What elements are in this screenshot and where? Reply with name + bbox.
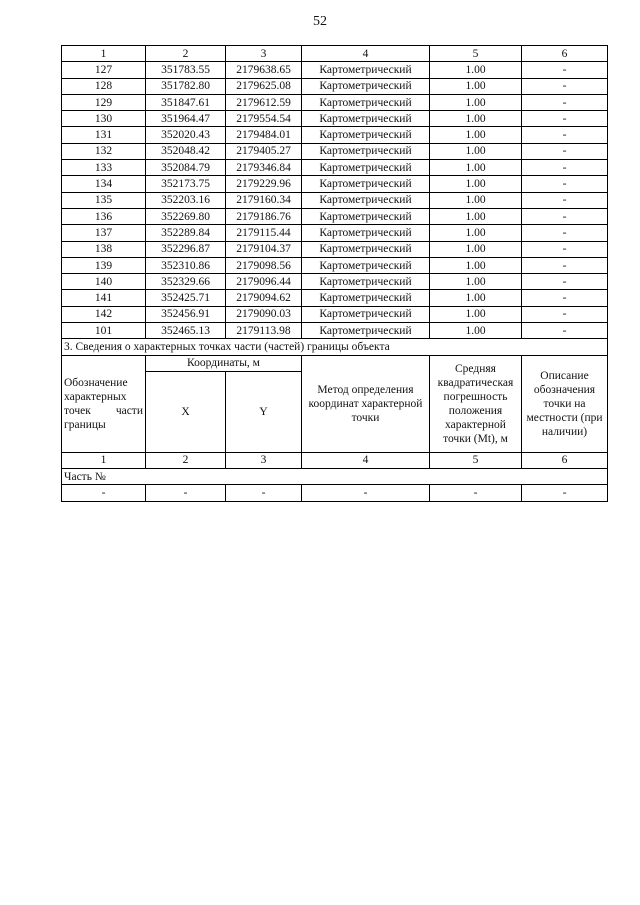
table-row <box>62 127 608 143</box>
table-cell: 135 <box>62 192 146 208</box>
table-row <box>62 241 608 257</box>
table-row <box>62 111 608 127</box>
table-cell: 2179186.76 <box>226 208 302 224</box>
table-cell: Картометрический <box>302 111 430 127</box>
empty-cell: - <box>146 485 226 501</box>
table-cell: Картометрический <box>302 192 430 208</box>
table-cell: 352329.66 <box>146 274 226 290</box>
table-cell: - <box>522 78 608 94</box>
table-cell: 1.00 <box>430 241 522 257</box>
table-cell: Картометрический <box>302 62 430 78</box>
table-cell: 1.00 <box>430 78 522 94</box>
empty-cell: - <box>302 485 430 501</box>
table-cell: 128 <box>62 78 146 94</box>
table-cell: 1.00 <box>430 192 522 208</box>
header-cell: 3 <box>226 46 302 62</box>
table-cell: 2179090.03 <box>226 306 302 322</box>
table-row <box>62 208 608 224</box>
table-row <box>62 274 608 290</box>
table-cell: 352425.71 <box>146 290 226 306</box>
table-cell: 1.00 <box>430 274 522 290</box>
empty-data-row <box>62 485 608 501</box>
section-title: 3. Сведения о характерных точках части (частей) границы объекта <box>62 339 608 355</box>
table-cell: Картометрический <box>302 274 430 290</box>
table-cell: 131 <box>62 127 146 143</box>
table-cell: 101 <box>62 323 146 339</box>
table-cell: 2179405.27 <box>226 143 302 159</box>
table-row <box>62 306 608 322</box>
table-cell: - <box>522 274 608 290</box>
table-cell: Картометрический <box>302 78 430 94</box>
table-cell: 133 <box>62 160 146 176</box>
table-row <box>62 62 608 78</box>
part-label: Часть № <box>62 468 608 484</box>
table-cell: 2179098.56 <box>226 257 302 273</box>
table-cell: - <box>522 143 608 159</box>
empty-cell: - <box>62 485 146 501</box>
table-cell: 351782.80 <box>146 78 226 94</box>
table-cell: 2179096.44 <box>226 274 302 290</box>
table-cell: 351964.47 <box>146 111 226 127</box>
table-cell: 1.00 <box>430 160 522 176</box>
table-cell: 352465.13 <box>146 323 226 339</box>
table-cell: Картометрический <box>302 160 430 176</box>
table-cell: 351783.55 <box>146 62 226 78</box>
table-cell: - <box>522 257 608 273</box>
table-cell: - <box>522 225 608 241</box>
table-cell: 1.00 <box>430 323 522 339</box>
x-header: X <box>146 371 226 452</box>
table-cell: 130 <box>62 111 146 127</box>
table-row <box>62 94 608 110</box>
table-cell: 352456.91 <box>146 306 226 322</box>
table-cell: Картометрический <box>302 290 430 306</box>
table-cell: 352020.43 <box>146 127 226 143</box>
section-title-row <box>62 339 608 355</box>
table-cell: Картометрический <box>302 176 430 192</box>
table-cell: 137 <box>62 225 146 241</box>
table-cell: 1.00 <box>430 94 522 110</box>
table-cell: - <box>522 241 608 257</box>
table-cell: - <box>522 306 608 322</box>
number-cell: 6 <box>522 452 608 468</box>
table-cell: - <box>522 176 608 192</box>
empty-cell: - <box>430 485 522 501</box>
table-cell: 2179554.54 <box>226 111 302 127</box>
table-cell: 352048.42 <box>146 143 226 159</box>
table-cell: 2179612.59 <box>226 94 302 110</box>
table-cell: 136 <box>62 208 146 224</box>
table-cell: 352269.80 <box>146 208 226 224</box>
table-cell: 1.00 <box>430 306 522 322</box>
table-cell: 2179346.84 <box>226 160 302 176</box>
table-cell: - <box>522 323 608 339</box>
table-cell: Картометрический <box>302 143 430 159</box>
header-cell: 5 <box>430 46 522 62</box>
table-cell: 129 <box>62 94 146 110</box>
number-cell: 4 <box>302 452 430 468</box>
table-cell: 134 <box>62 176 146 192</box>
section-header-row <box>62 355 608 371</box>
table-cell: - <box>522 192 608 208</box>
table-cell: 351847.61 <box>146 94 226 110</box>
table-cell: 352310.86 <box>146 257 226 273</box>
table-cell: 1.00 <box>430 257 522 273</box>
coordinates-table <box>61 45 608 502</box>
table-row <box>62 257 608 273</box>
table-cell: 2179094.62 <box>226 290 302 306</box>
part-row <box>62 468 608 484</box>
number-cell: 2 <box>146 452 226 468</box>
table-cell: Картометрический <box>302 127 430 143</box>
table-cell: 352173.75 <box>146 176 226 192</box>
number-cell: 5 <box>430 452 522 468</box>
table-cell: 127 <box>62 62 146 78</box>
table-cell: 2179104.37 <box>226 241 302 257</box>
table-cell: Картометрический <box>302 306 430 322</box>
table-cell: Картометрический <box>302 208 430 224</box>
number-cell: 1 <box>62 452 146 468</box>
method-header: Метод определения координат характерной точки <box>302 355 430 452</box>
table-cell: 142 <box>62 306 146 322</box>
table-row <box>62 192 608 208</box>
table-cell: - <box>522 62 608 78</box>
table-cell: 1.00 <box>430 208 522 224</box>
table-cell: 352203.16 <box>146 192 226 208</box>
header-cell: 1 <box>62 46 146 62</box>
table-cell: - <box>522 160 608 176</box>
table-cell: 138 <box>62 241 146 257</box>
header-cell: 2 <box>146 46 226 62</box>
table-cell: 140 <box>62 274 146 290</box>
table-cell: Картометрический <box>302 94 430 110</box>
table-cell: Картометрический <box>302 225 430 241</box>
description-header: Описание обозначения точки на местности (при наличии) <box>522 355 608 452</box>
table-header-row <box>62 46 608 62</box>
coordinates-header: Координаты, м <box>146 355 302 371</box>
table-cell: 2179638.65 <box>226 62 302 78</box>
table-cell: 1.00 <box>430 176 522 192</box>
table-row <box>62 78 608 94</box>
table-cell: 2179160.34 <box>226 192 302 208</box>
table-cell: 2179113.98 <box>226 323 302 339</box>
table-cell: 1.00 <box>430 62 522 78</box>
table-cell: 2179484.01 <box>226 127 302 143</box>
table-cell: 2179625.08 <box>226 78 302 94</box>
point-designation-header: Обозначение характерных точек части границы <box>62 355 146 452</box>
table-cell: 1.00 <box>430 290 522 306</box>
table-cell: - <box>522 127 608 143</box>
table-cell: 1.00 <box>430 143 522 159</box>
table-cell: 1.00 <box>430 111 522 127</box>
table-row <box>62 160 608 176</box>
table-row <box>62 143 608 159</box>
table-cell: Картометрический <box>302 323 430 339</box>
table-cell: 139 <box>62 257 146 273</box>
table-cell: - <box>522 290 608 306</box>
table-cell: 2179115.44 <box>226 225 302 241</box>
table-row <box>62 323 608 339</box>
table-row <box>62 225 608 241</box>
table-cell: - <box>522 94 608 110</box>
table-cell: - <box>522 111 608 127</box>
table-cell: 1.00 <box>430 127 522 143</box>
header-cell: 4 <box>302 46 430 62</box>
section-number-row <box>62 452 608 468</box>
header-cell: 6 <box>522 46 608 62</box>
table-cell: 1.00 <box>430 225 522 241</box>
table-cell: Картометрический <box>302 241 430 257</box>
y-header: Y <box>226 371 302 452</box>
accuracy-header: Средняя квадратическая погрешность положения характерной точки (Mt), м <box>430 355 522 452</box>
table-cell: - <box>522 208 608 224</box>
empty-cell: - <box>522 485 608 501</box>
table-row <box>62 176 608 192</box>
table-row <box>62 290 608 306</box>
page-number: 52 <box>313 14 327 29</box>
empty-cell: - <box>226 485 302 501</box>
number-cell: 3 <box>226 452 302 468</box>
table-cell: 352289.84 <box>146 225 226 241</box>
table-cell: Картометрический <box>302 257 430 273</box>
table-cell: 141 <box>62 290 146 306</box>
table-cell: 352084.79 <box>146 160 226 176</box>
table-cell: 352296.87 <box>146 241 226 257</box>
table-cell: 2179229.96 <box>226 176 302 192</box>
table-cell: 132 <box>62 143 146 159</box>
